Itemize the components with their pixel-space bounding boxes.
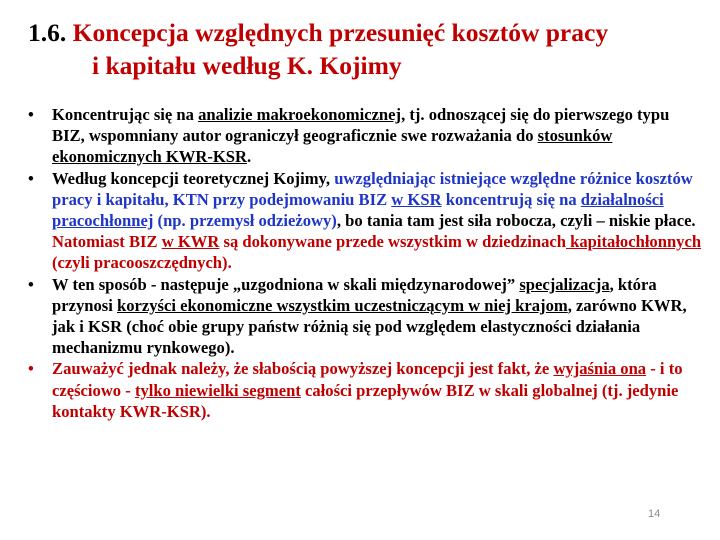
run: W ten sposób - następuje „uzgodniona w skali międzynarodowej” — [52, 274, 520, 294]
run: (czyli pracooszczędnych). — [52, 253, 232, 273]
page-number: 14 — [648, 508, 661, 520]
title-line-2: i kapitału według K. Kojimy — [92, 51, 402, 80]
title-line-1: Koncepcja względnych przesunięć kosztów pracy — [72, 18, 609, 47]
bullet-marker: • — [28, 359, 34, 379]
bullet-item-4 — [26, 358, 702, 422]
run: koncentrują się na — [441, 189, 581, 209]
run: specjalizacja — [519, 274, 610, 294]
slide-title — [28, 16, 708, 82]
underlined-run: stosunków ekonomicznych KWR-KSR — [52, 126, 613, 167]
run: Natomiast BIZ — [52, 232, 162, 252]
run: w KSR — [391, 189, 442, 209]
run: Według koncepcji teoretycznej Kojimy, — [52, 168, 335, 188]
run: , tj. odnoszącej się do pierwszego typu BIZ, wspomniany autor ograniczył geograficznie swe rozważania do — [52, 105, 670, 146]
run: , zarówno KWR, jak i KSR (choć obie grupy państw różnią się pod względem elastyczności działania mechanizmu rynkowego). — [52, 295, 687, 358]
run: działalności pracochłonnej — [52, 189, 664, 231]
bullet-marker: • — [28, 274, 34, 294]
run: wyjaśnia ona — [553, 359, 647, 379]
run: tylko niewielki segment — [134, 380, 301, 400]
bullet-item-3 — [26, 274, 702, 359]
bullet-marker: • — [28, 105, 34, 124]
run: , która przynosi — [52, 274, 657, 315]
run: kapitałochłonnych — [565, 232, 702, 252]
run: całości przepływów BIZ w skali globalnej (tj. jedynie kontakty KWR-KSR). — [52, 380, 679, 421]
run: (np. przemysł odzieżowy) — [153, 211, 337, 231]
run: , bo tania tam jest siła robocza, czyli – niskie płace. — [336, 211, 696, 231]
run: korzyści ekonomiczne wszystkim uczestniczącym w niej krajom — [117, 295, 568, 315]
bullet-marker: • — [28, 168, 34, 188]
run: Zauważyć jednak należy, że słabością powyższej koncepcji jest fakt, że — [52, 359, 554, 379]
bullet-item-1 — [26, 104, 702, 168]
run: są dokonywane przede wszystkim w dziedzinach — [219, 232, 566, 252]
run: uwzględniając istniejące względne różnice kosztów pracy i kapitału, KTN przy podejmowaniu BIZ — [52, 168, 693, 209]
title-number: 1.6. — [28, 18, 67, 47]
run: . — [246, 147, 252, 167]
run: - i to częściowo - — [52, 359, 683, 400]
underlined-run: analizie makroekonomicznej — [198, 105, 402, 124]
run: w KWR — [161, 232, 220, 252]
bullet-list — [26, 104, 702, 422]
bullet-item-2 — [26, 168, 702, 274]
run: Koncentrując się na — [52, 105, 199, 124]
